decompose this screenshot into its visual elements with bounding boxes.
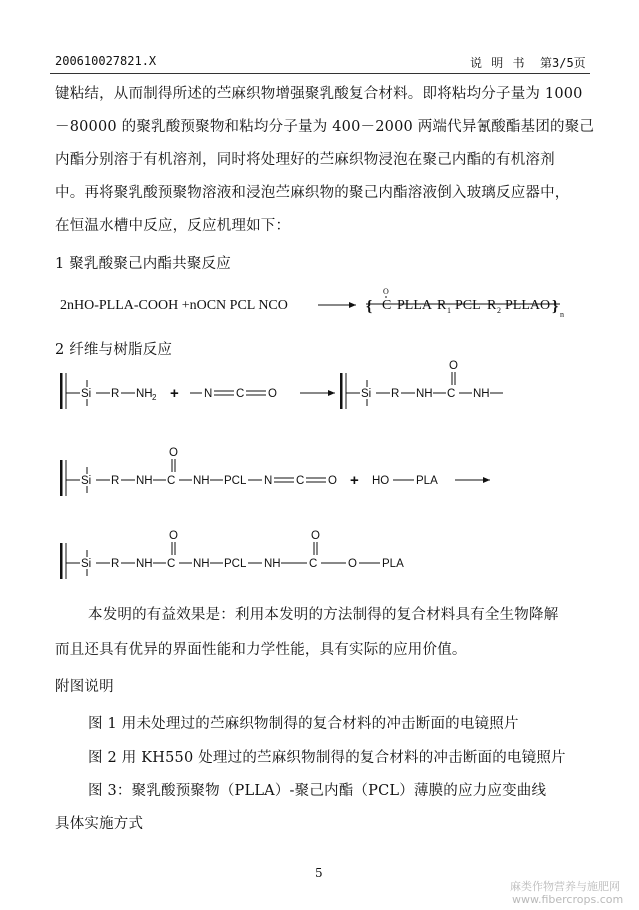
- pla-chain: PLA: [416, 475, 438, 487]
- product-plla: PLLA: [397, 298, 432, 313]
- document-number: 200610027821.X: [55, 54, 157, 68]
- figure-caption: 图 3：聚乳酸预聚物（PLLA）-聚己内酯（PCL）薄膜的应力应变曲线: [88, 783, 547, 799]
- nh-group: NH: [136, 475, 153, 487]
- effect-line: 而且还具有优异的界面性能和力学性能，具有实际的应用价值。: [55, 642, 467, 658]
- body-line: 中。再将聚乳酸预聚物溶液和浸泡苎麻织物的聚己内酯溶液倒入玻璃反应器中，: [55, 185, 570, 201]
- body-line: 键粘结，从而制得所述的苎麻织物增强聚乳酸复合材料。即将粘均分子量为 1000: [55, 86, 583, 102]
- carbonyl-o: O: [311, 530, 320, 542]
- watermark-url: www.fibercrops.com: [512, 893, 624, 906]
- hydroxyl-ho: HO: [372, 475, 390, 487]
- repeat-n: n: [560, 310, 564, 319]
- r-group: R: [111, 558, 120, 570]
- carbonyl-o: O: [383, 287, 389, 296]
- fiber-surface: [60, 373, 63, 409]
- nh-group: NH: [473, 388, 490, 400]
- product-plla-end: PLLA: [505, 298, 540, 313]
- pla-chain: PLA: [382, 558, 404, 570]
- r1-subscript: 1: [447, 306, 451, 315]
- carbonyl-o: O: [449, 360, 458, 372]
- open-bracket: {: [366, 298, 373, 315]
- body-line: 在恒温水槽中反应，反应机理如下：: [55, 218, 291, 234]
- page-label: 第3/5页: [540, 56, 586, 70]
- isocyanate-c: C: [296, 475, 305, 487]
- pcl-chain: PCL: [224, 558, 247, 570]
- silicon-atom: Si: [361, 388, 372, 400]
- r-group: R: [391, 388, 400, 400]
- urea-c: C: [167, 475, 176, 487]
- product-pcl: PCL: [455, 298, 481, 313]
- pcl-chain: PCL: [224, 475, 247, 487]
- document-type: 说 明 书: [470, 56, 526, 70]
- amine-subscript: 2: [152, 393, 157, 402]
- carbonyl-c: C: [382, 298, 392, 313]
- isocyanate-n: N: [204, 388, 213, 400]
- nh-group: NH: [416, 388, 433, 400]
- page-number: 5: [315, 866, 323, 880]
- r1-group: R: [437, 298, 447, 313]
- nh-group: NH: [193, 475, 210, 487]
- figure-caption: 图 2 用 KH550 处理过的苎麻织物制得的复合材料的冲击断面的电镜照片: [88, 750, 566, 766]
- isocyanate-o: O: [328, 475, 337, 487]
- nh-group: NH: [193, 558, 210, 570]
- equation-reactants: 2nHO-PLLA-COOH +nOCN PCL NCO: [60, 298, 288, 313]
- nh-group: NH: [136, 558, 153, 570]
- urea-c: C: [167, 558, 176, 570]
- close-bracket: }: [552, 298, 559, 315]
- copolymerization-equation: [0, 285, 639, 330]
- isocyanate-n: N: [264, 475, 273, 487]
- ester-o: O: [348, 558, 357, 570]
- silicon-atom: Si: [81, 558, 92, 570]
- isocyanate-c: C: [236, 388, 245, 400]
- carbamate-c: C: [309, 558, 318, 570]
- carbonyl-o: O: [169, 447, 178, 459]
- figure-caption: 图 1 用未处理过的苎麻织物制得的复合材料的冲击断面的电镜照片: [88, 716, 519, 732]
- product-o-end: O: [540, 298, 551, 313]
- fiber-resin-reaction-scheme: [0, 360, 639, 610]
- section-heading-copolymerization: 1 聚乳酸聚己内酯共聚反应: [55, 256, 231, 272]
- embodiment-heading: 具体实施方式: [55, 816, 144, 832]
- reaction-arrow-head: [349, 302, 356, 308]
- r-group: R: [111, 475, 120, 487]
- plus-sign: +: [350, 472, 359, 489]
- watermark-text: 麻类作物营养与施肥网: [510, 880, 620, 893]
- amine-group: NH: [136, 388, 153, 400]
- urea-c: C: [447, 388, 456, 400]
- r-group: R: [111, 388, 120, 400]
- section-heading-fiber-resin: 2 纤维与树脂反应: [55, 342, 173, 358]
- nh-group: NH: [264, 558, 281, 570]
- silicon-atom: Si: [81, 388, 92, 400]
- carbonyl-o: O: [169, 530, 178, 542]
- isocyanate-o: O: [268, 388, 277, 400]
- header-rule: [50, 73, 590, 74]
- r2-subscript: 2: [497, 306, 501, 315]
- effect-line: 本发明的有益效果是：利用本发明的方法制得的复合材料具有全生物降解: [88, 607, 559, 623]
- silicon-atom: Si: [81, 475, 92, 487]
- figures-heading: 附图说明: [55, 679, 114, 695]
- plus-sign: +: [170, 385, 179, 402]
- body-line: －80000 的聚乳酸预聚物和粘均分子量为 400－2000 两端代异氰酸酯基团的聚己: [55, 119, 595, 135]
- body-line: 内酯分别溶于有机溶剂，同时将处理好的苎麻织物浸泡在聚己内酯的有机溶剂: [55, 152, 555, 168]
- r2-group: R: [487, 298, 497, 313]
